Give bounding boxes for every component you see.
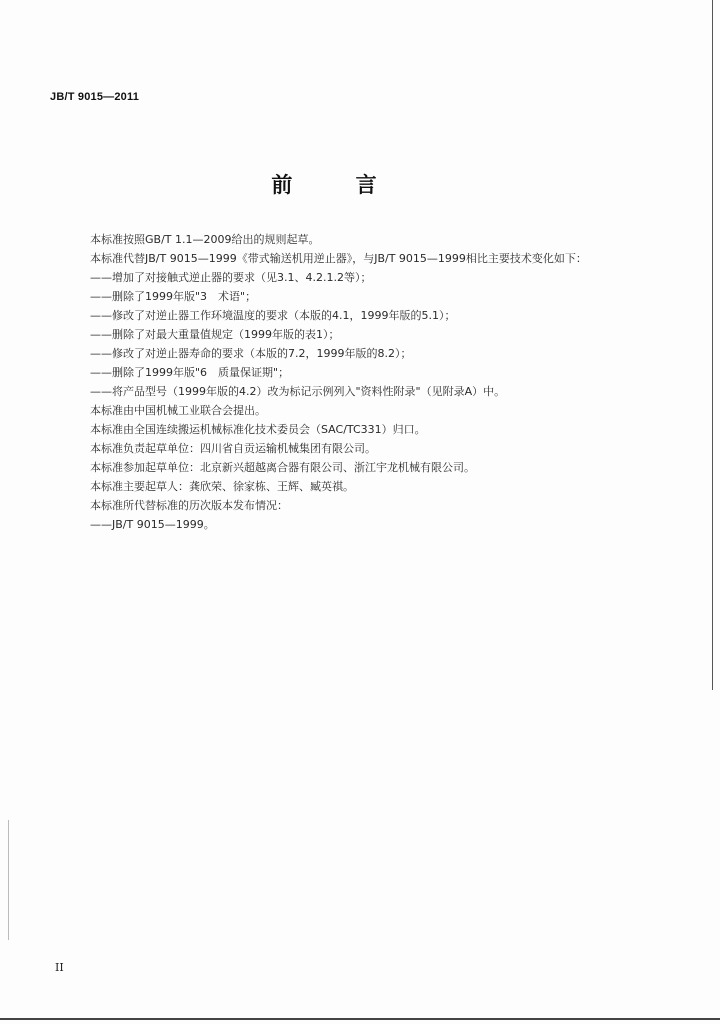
- preface-line: ——修改了对逆止器寿命的要求（本版的7.2，1999年版的8.2）；: [90, 347, 412, 360]
- preface-line: 本标准由全国连续搬运机械标准化技术委员会（SAC/TC331）归口。: [90, 423, 426, 436]
- page-number: II: [55, 961, 64, 974]
- preface-line: 本标准由中国机械工业联合会提出。: [90, 404, 266, 417]
- preface-line: ——将产品型号（1999年版的4.2）改为标记示例列入"资料性附录"（见附录A）中。: [90, 385, 506, 398]
- preface-line: 本标准主要起草人：龚欣荣、徐家栋、王辉、臧英祺。: [90, 480, 354, 493]
- standard-code: JB/T 9015—2011: [50, 91, 140, 103]
- preface-line: ——增加了对接触式逆止器的要求（见3.1、4.2.1.2等）；: [90, 271, 372, 284]
- preface-line: 本标准负责起草单位：四川省自贡运输机械集团有限公司。: [90, 442, 376, 455]
- scan-bottom-edge: [0, 1018, 720, 1020]
- scan-edge-mark: [8, 820, 9, 940]
- preface-line: ——JB/T 9015—1999。: [90, 518, 215, 531]
- preface-line: 本标准按照GB/T 1.1—2009给出的规则起草。: [90, 233, 320, 246]
- preface-line: 本标准所代替标准的历次版本发布情况：: [90, 499, 288, 512]
- scan-edge-line: [712, 0, 713, 690]
- preface-line: ——删除了1999年版"3 术语"；: [90, 290, 257, 303]
- page-title: 前 言: [271, 173, 405, 197]
- preface-line: ——修改了对逆止器工作环境温度的要求（本版的4.1，1999年版的5.1）；: [90, 309, 456, 322]
- preface-line: 本标准代替JB/T 9015—1999《带式输送机用逆止器》，与JB/T 9015—1999相比主要技术变化如下：: [90, 252, 587, 265]
- preface-line: 本标准参加起草单位：北京新兴超越离合器有限公司、浙江宇龙机械有限公司。: [90, 461, 475, 474]
- preface-line: ——删除了对最大重量值规定（1999年版的表1）；: [90, 328, 340, 341]
- preface-line: ——删除了1999年版"6 质量保证期"；: [90, 366, 290, 379]
